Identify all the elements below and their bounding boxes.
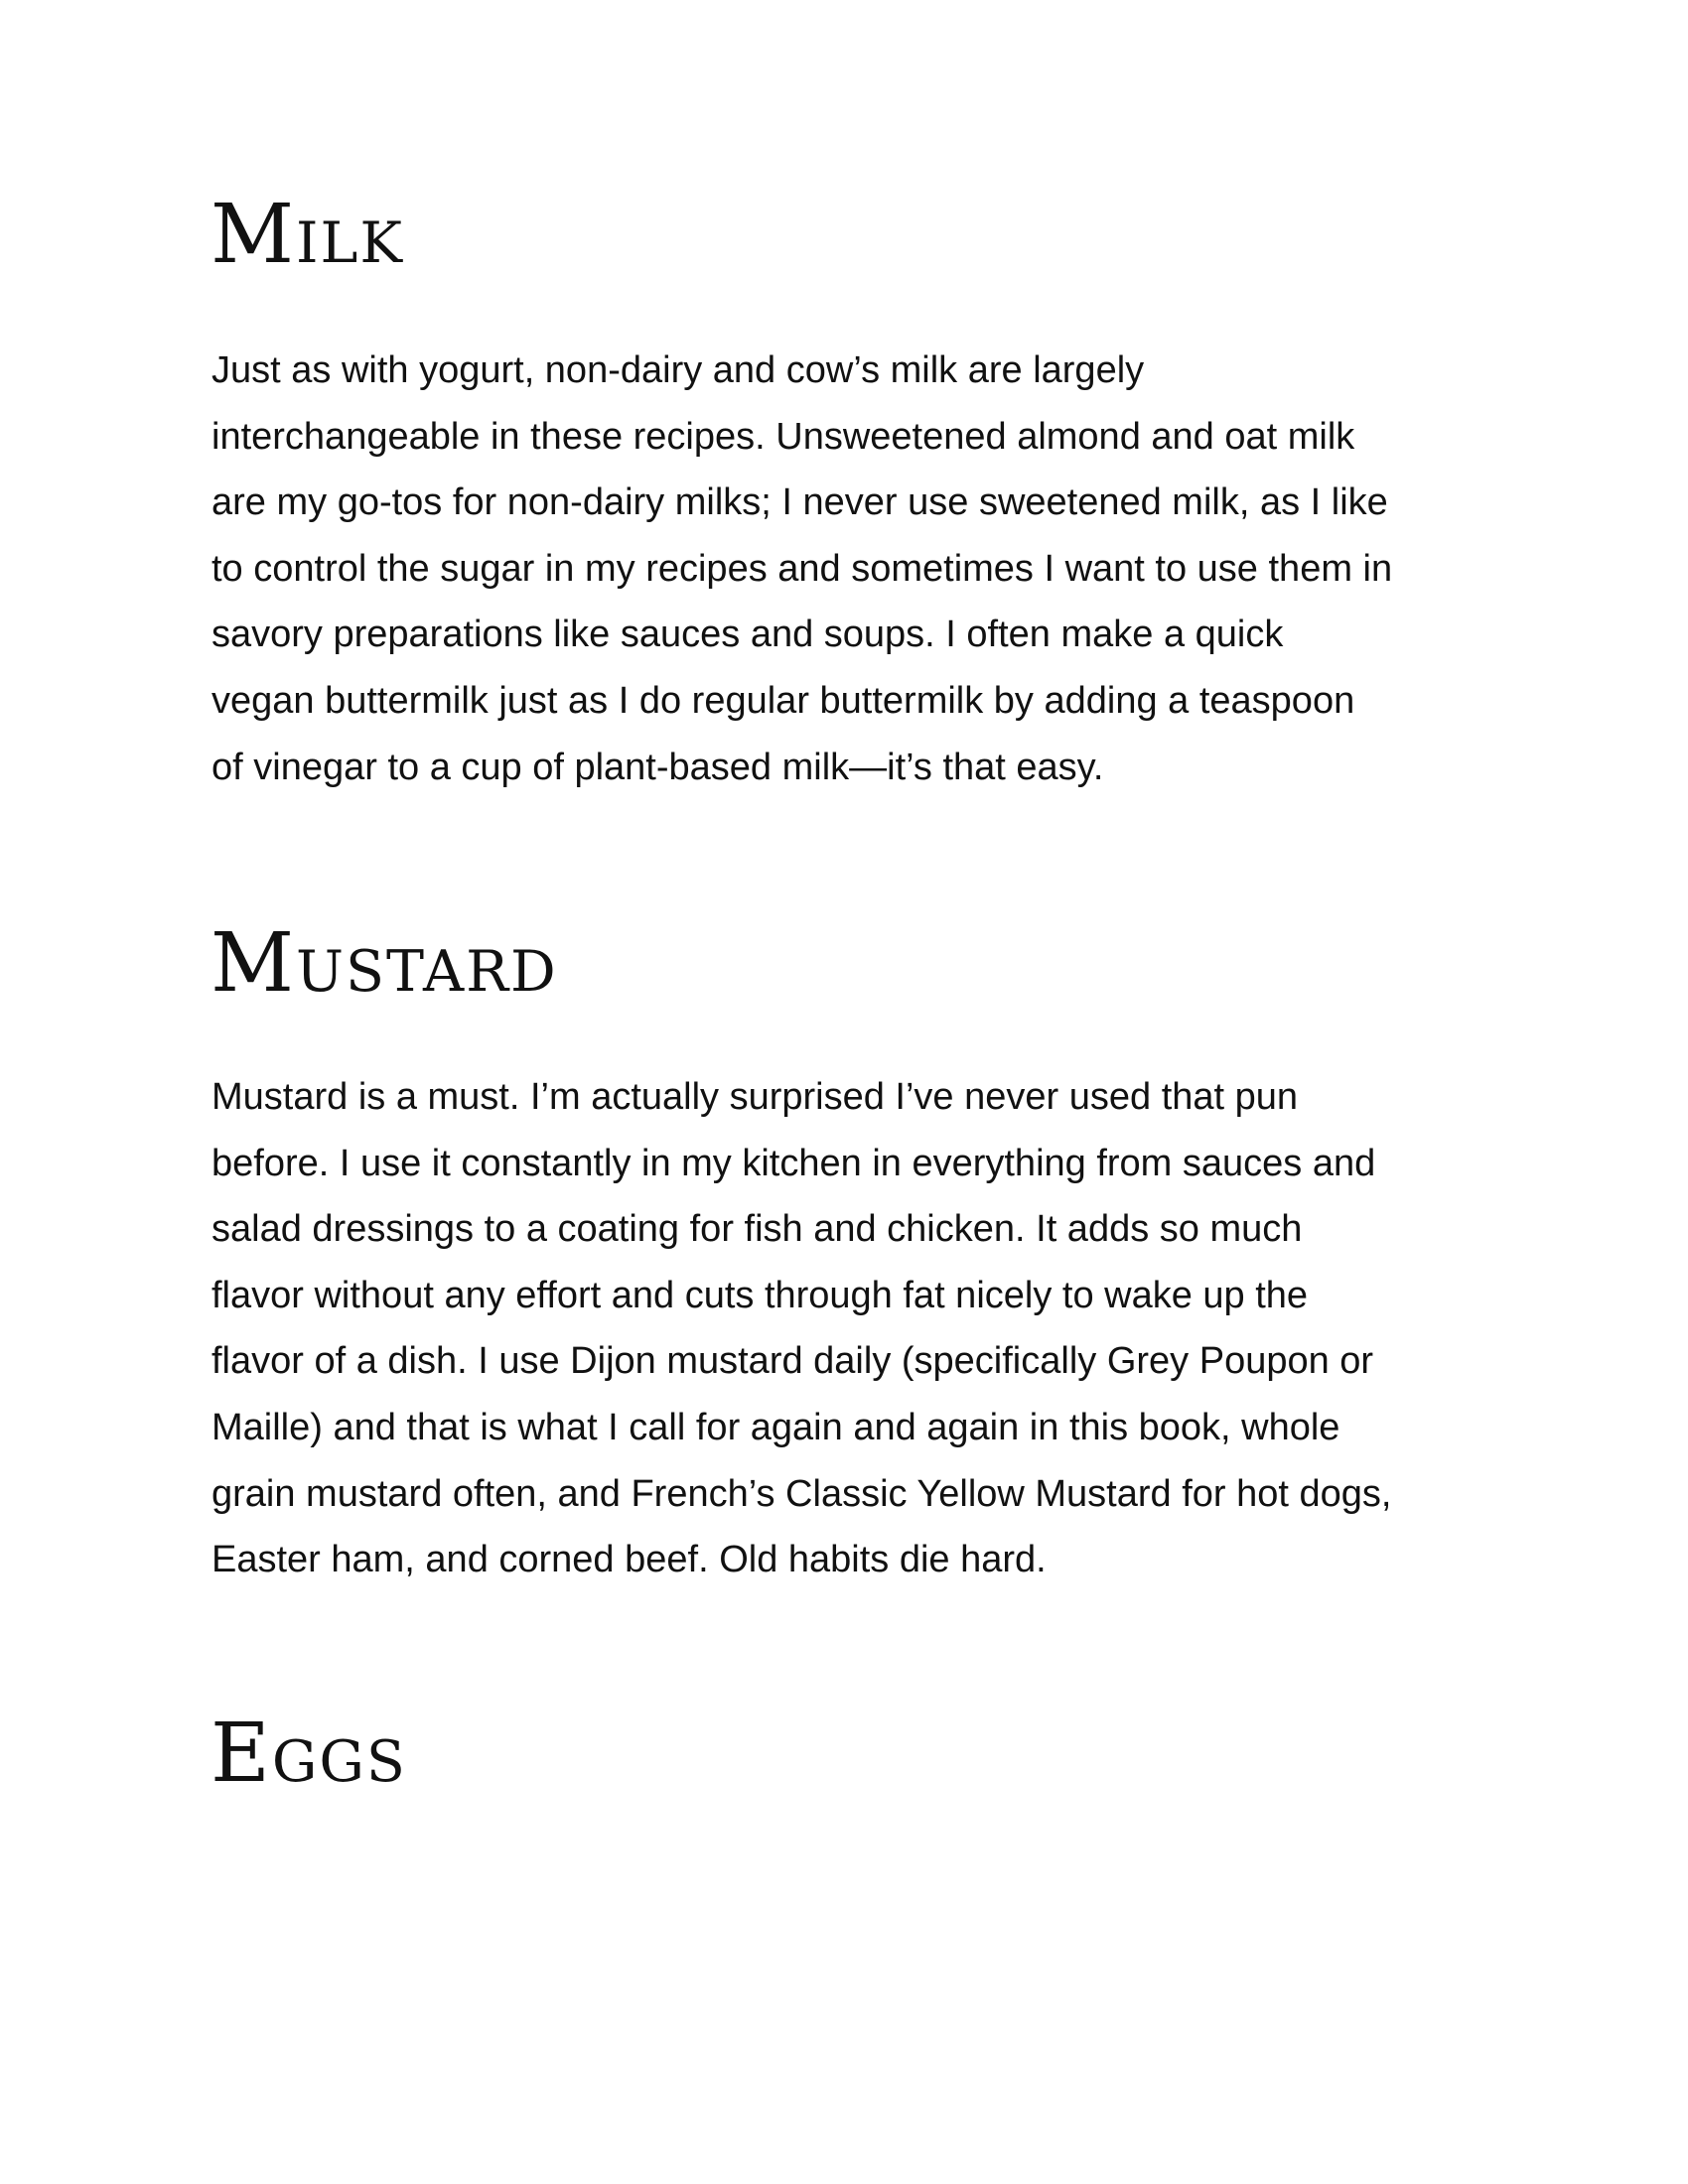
paragraph-line: flavor without any effort and cuts through fat nicely to wake up the <box>211 1274 1309 1316</box>
paragraph-line: grain mustard often, and French’s Classic Yellow Mustard for hot dogs, <box>211 1472 1392 1515</box>
paragraph-line: salad dressings to a coating for fish and chicken. It adds so much <box>211 1208 1303 1251</box>
section-paragraph-mustard <box>211 1064 1502 1593</box>
paragraph-line: to control the sugar in my recipes and sometimes I want to use them in <box>211 547 1393 590</box>
paragraph-line: Easter ham, and corned beef. Old habits die hard. <box>211 1539 1047 1581</box>
paragraph-line: are my go-tos for non-dairy milks; I never use sweetened milk, as I like <box>211 481 1388 524</box>
paragraph-line: vegan buttermilk just as I do regular buttermilk by adding a teaspoon <box>211 679 1355 722</box>
paragraph-line: before. I use it constantly in my kitchen in everything from sauces and <box>211 1142 1376 1184</box>
section-heading-eggs: Eggs <box>211 1706 407 1801</box>
section-paragraph-milk <box>211 338 1502 800</box>
paragraph-line: Just as with yogurt, non-dairy and cow’s milk are largely <box>211 349 1145 391</box>
paragraph-line: interchangeable in these recipes. Unsweetened almond and oat milk <box>211 415 1355 458</box>
paragraph-line: flavor of a dish. I use Dijon mustard daily (specifically Grey Poupon or <box>211 1340 1374 1383</box>
section-heading-mustard: Mustard <box>211 916 558 1011</box>
paragraph-line: Mustard is a must. I’m actually surprised I’ve never used that pun <box>211 1076 1299 1118</box>
section-heading-milk: Milk <box>211 188 404 282</box>
paragraph-line: of vinegar to a cup of plant-based milk—it’s that easy. <box>211 746 1104 788</box>
paragraph-line: Maille) and that is what I call for again and again in this book, whole <box>211 1406 1340 1448</box>
paragraph-line: savory preparations like sauces and soups. I often make a quick <box>211 614 1284 656</box>
